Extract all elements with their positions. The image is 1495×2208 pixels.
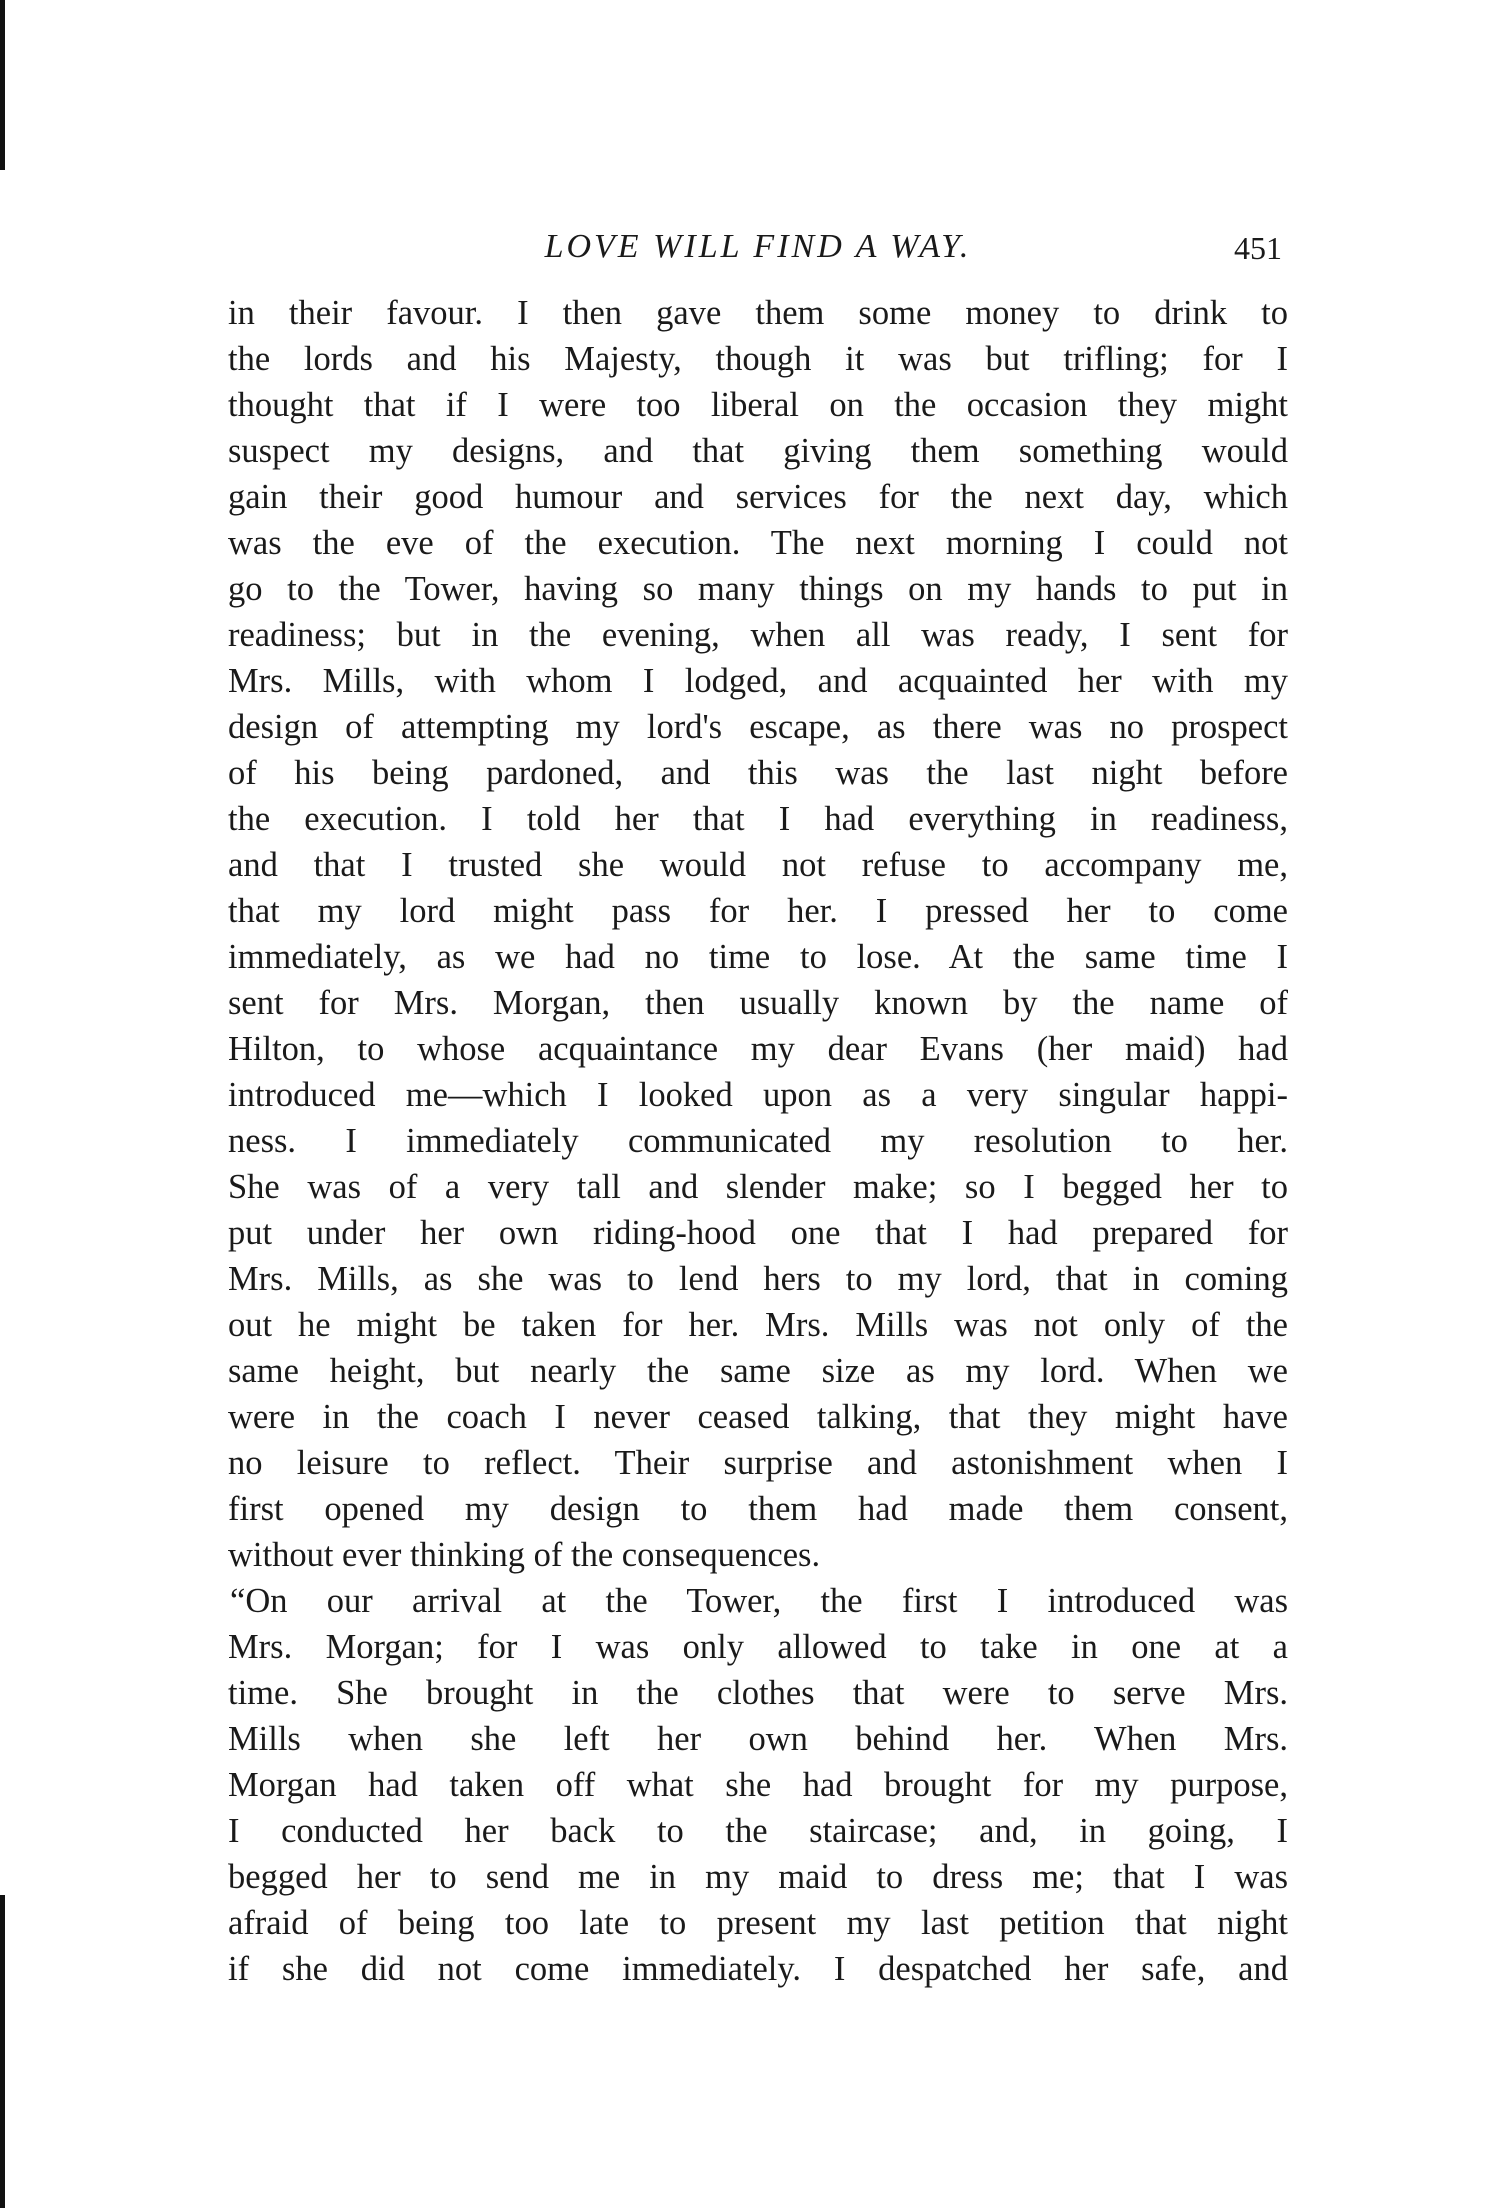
text-line: same height, but nearly the same size as my lord. When we (228, 1352, 1288, 1390)
text-line: in their favour. I then gave them some money to drink to (228, 294, 1288, 332)
text-line: if she did not come immediately. I despatched her safe, and (228, 1950, 1288, 1988)
text-line: and that I trusted she would not refuse to accompany me, (228, 846, 1288, 884)
text-line: that my lord might pass for her. I pressed her to come (228, 892, 1288, 930)
text-line: begged her to send me in my maid to dress me; that I was (228, 1858, 1288, 1896)
text-line: “On our arrival at the Tower, the first I introduced was (230, 1582, 1288, 1620)
text-line: first opened my design to them had made them consent, (228, 1490, 1288, 1528)
text-line: She was of a very tall and slender make; so I begged her to (228, 1168, 1288, 1206)
text-line: put under her own riding-hood one that I had prepared for (228, 1214, 1288, 1252)
text-line: of his being pardoned, and this was the last night before (228, 754, 1288, 792)
text-line: I conducted her back to the staircase; and, in going, I (228, 1812, 1288, 1850)
text-line: were in the coach I never ceased talking, that they might have (228, 1398, 1288, 1436)
text-line: introduced me—which I looked upon as a very singular happi- (228, 1076, 1288, 1114)
text-line: the lords and his Majesty, though it was but trifling; for I (228, 340, 1288, 378)
text-line: the execution. I told her that I had everything in readiness, (228, 800, 1288, 838)
text-line: no leisure to reflect. Their surprise and astonishment when I (228, 1444, 1288, 1482)
text-line: gain their good humour and services for the next day, which (228, 478, 1288, 516)
text-line: immediately, as we had no time to lose. At the same time I (228, 938, 1288, 976)
text-line: thought that if I were too liberal on the occasion they might (228, 386, 1288, 424)
text-line: go to the Tower, having so many things on my hands to put in (228, 570, 1288, 608)
page-number: 451 (1234, 230, 1282, 266)
text-line: without ever thinking of the consequences. (228, 1536, 821, 1574)
running-head (228, 228, 1288, 268)
text-line: Mrs. Mills, with whom I lodged, and acquainted her with my (228, 662, 1288, 700)
text-line: afraid of being too late to present my last petition that night (228, 1904, 1288, 1942)
text-line: ness. I immediately communicated my resolution to her. (228, 1122, 1288, 1160)
text-line: time. She brought in the clothes that were to serve Mrs. (228, 1674, 1288, 1712)
text-line: suspect my designs, and that giving them something would (228, 432, 1288, 470)
binding-edge-top (0, 0, 5, 170)
text-line: design of attempting my lord's escape, as there was no prospect (228, 708, 1288, 746)
text-line: was the eve of the execution. The next morning I could not (228, 524, 1288, 562)
text-line: Mrs. Mills, as she was to lend hers to my lord, that in coming (228, 1260, 1288, 1298)
text-line: sent for Mrs. Morgan, then usually known by the name of (228, 984, 1288, 1022)
binding-edge-bottom (0, 1895, 5, 2208)
text-line: readiness; but in the evening, when all was ready, I sent for (228, 616, 1288, 654)
text-line: out he might be taken for her. Mrs. Mills was not only of the (228, 1306, 1288, 1344)
text-line: Mrs. Morgan; for I was only allowed to take in one at a (228, 1628, 1288, 1666)
text-line: Hilton, to whose acquaintance my dear Evans (her maid) had (228, 1030, 1288, 1068)
running-title: LOVE WILL FIND A WAY. (544, 228, 972, 265)
body-text (228, 290, 1288, 1992)
text-line: Mills when she left her own behind her. When Mrs. (228, 1720, 1288, 1758)
text-line: Morgan had taken off what she had brought for my purpose, (228, 1766, 1288, 1804)
